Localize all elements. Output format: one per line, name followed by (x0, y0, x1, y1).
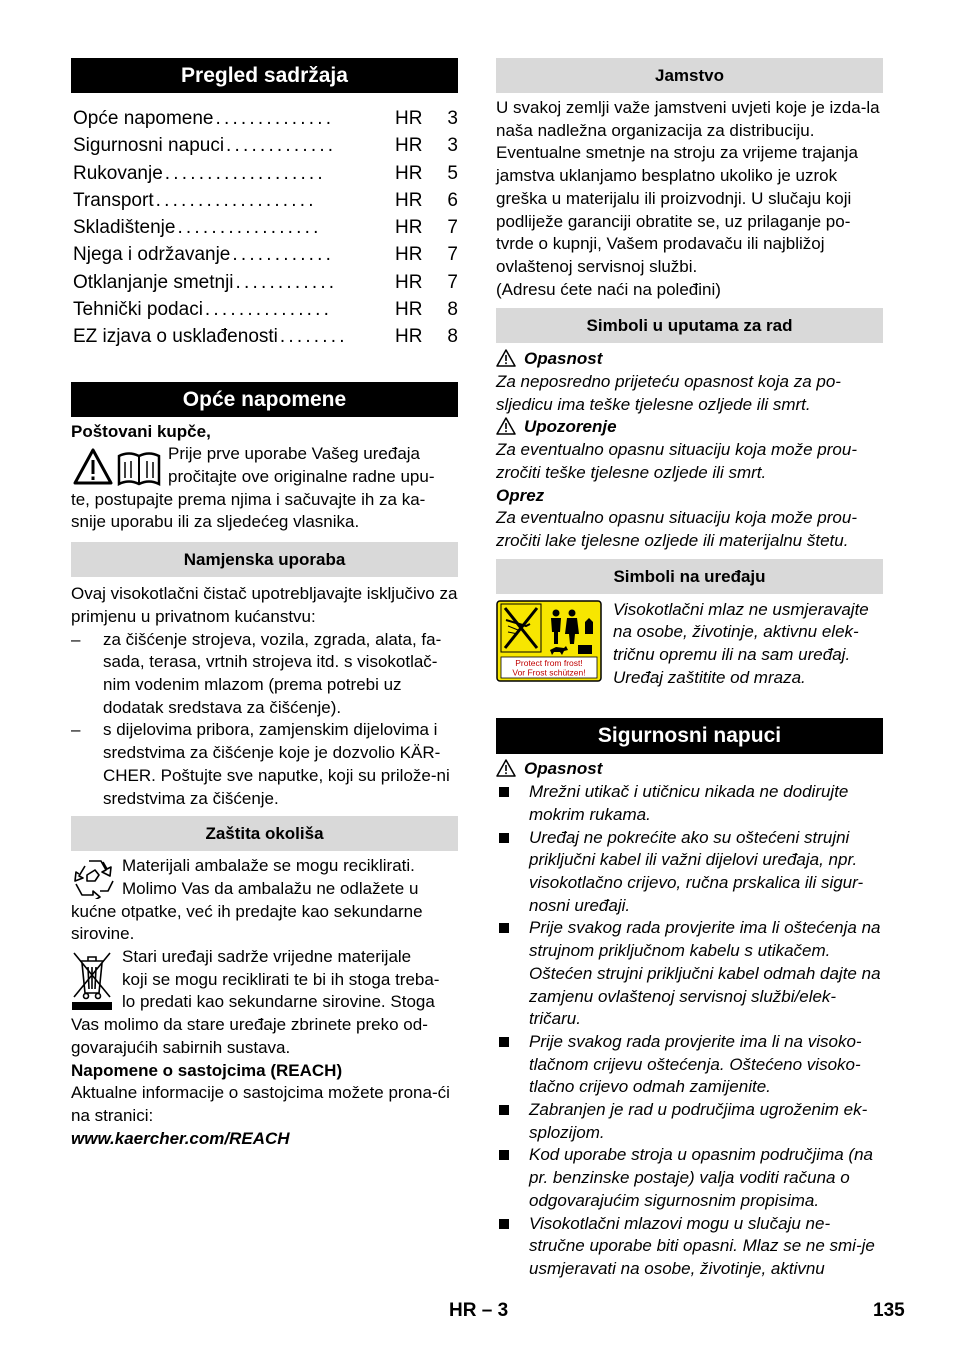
safety-danger-row (496, 758, 883, 781)
toc-entry-lang: HR (395, 271, 423, 293)
safety-list-item (496, 781, 883, 826)
toc-entry-dots: ............... (204, 299, 333, 321)
toc-entry-title: Rukovanje (73, 162, 163, 184)
toc-entry-title: EZ izjava o usklađenosti (73, 326, 278, 348)
toc-entry-dots: ............ (235, 271, 338, 293)
environment-heading: Zaštita okoliša (71, 816, 458, 851)
warranty-text: U svakoj zemlji važe jamstveni uvjeti koje je izda-la naša nadležna organizacija za distribuciju. Eventualne smetnje na stroju za vrijeme trajanja jamstva uklanjamo besplatno ukoliko je uzrok greška u materijalu ili proizvodnji. U slučaju koji podliježe garanciji obratite se, uz prilaganje po-tvrde o kupnji, Vašem prodavaču ili najbližoj ovlaštenoj servisnoj službi. (496, 98, 880, 276)
safety-item-text: Prije svakog rada provjerite ima li na visoko-tlačnom crijevu oštećenja. Oštećeno visoko-tlačno crijevo odmah zamijenite. (529, 1031, 862, 1097)
toc-entry-page: 7 (447, 244, 458, 266)
reach-link[interactable]: www.kaercher.com/REACH (71, 1128, 290, 1148)
safety-list-item (496, 917, 883, 1031)
safety-list-item (496, 1031, 883, 1099)
intro-line-1: Prije prve uporabe Vašeg uređaja (168, 444, 421, 464)
toc-entry-dots: .............. (215, 108, 335, 129)
recycling-icon (73, 857, 117, 899)
toc-entry-dots: ................... (164, 162, 326, 184)
device-warning-label-icon (496, 600, 602, 682)
square-bullet-icon (499, 787, 509, 797)
page-number: 135 (873, 1300, 905, 1321)
use-list-item: – za čišćenje strojeva, vozila, zgrada, alata, fa-sada, terasa, vrtnih strojeva itd. s visokotlač-nim vodenim mlazom (prema potrebi uz dodatak sredstava za čišćenje). (71, 629, 458, 720)
general-heading: Opće napomene (71, 382, 458, 417)
section-page-number: HR – 3 (449, 1300, 509, 1321)
safety-list-item (496, 827, 883, 918)
warranty-address: (Adresu ćete naći na poleđini) (496, 279, 721, 299)
safety-item-text: Prije svakog rada provjerite ima li oštećenja na strujnom priključnom kabelu s utikačem. Oštećen strujni priključni kabel odmah dajte na zamjenu ovlaštenoj servisnoj službi/elek-tričaru. (529, 918, 881, 1029)
disposal-line-3: lo predati kao sekundarne sirovine. Stoga (122, 992, 435, 1012)
device-symbol-text: Visokotlačni mlaz ne usmjeravajte na osobe, životinje, aktivnu elek-tričnu opremu ili na sam uređaj. Uređaj zaštitite od mraza. (613, 599, 869, 687)
toc-entry-dots: ................... (155, 189, 317, 211)
safety-list (496, 781, 883, 1280)
toc-entry-dots: ........ (279, 326, 348, 348)
toc-entry-title: Skladištenje (73, 217, 176, 239)
toc-entry-lang: HR (395, 326, 423, 348)
toc-entry-lang: HR (395, 108, 423, 129)
use-heading: Namjenska uporaba (71, 542, 458, 577)
frost-label-de: Vor Frost schützen! (512, 667, 586, 678)
disposal-line-2: koji se mogu reciklirati te bi ih stoga treba- (122, 969, 440, 989)
warning-triangle-icon (496, 349, 516, 367)
recycling-block (71, 855, 458, 900)
safety-item-text: Kod uporabe stroja u opasnim područjima (na pr. benzinske postaje) valja voditi računa o odgovarajućim sigurnosnim propisima. (529, 1145, 873, 1210)
toc-entry-lang: HR (395, 244, 423, 266)
toc-entry-title: Njega i održavanje (73, 244, 231, 266)
square-bullet-icon (499, 1105, 509, 1115)
disposal-text: Vas molimo da stare uređaje zbrinete preko od-govarajućih sabirnih sustava. (71, 1015, 428, 1057)
toc-entry-page: 8 (447, 299, 458, 321)
danger-text: Za neposredno prijeteću opasnost koja za po-sljedicu ima teške tjelesne ozljede ili smrt. (496, 372, 841, 414)
safety-item-text: Mrežni utikač i utičnicu nikada ne dodirujte mokrim rukama. (529, 782, 849, 824)
toc-entry-lang: HR (395, 162, 423, 184)
square-bullet-icon (499, 833, 509, 843)
danger-label-row (496, 348, 883, 371)
square-bullet-icon (499, 1037, 509, 1047)
toc-entry-title: Tehnički podaci (73, 299, 203, 321)
reach-text: Aktualne informacije o sastojcima možete prona-ći na stranici: (71, 1083, 450, 1125)
caution-text: Za eventualno opasnu situaciju koja može prou-zročiti lake tjelesne ozljede ili materijalnu štetu. (496, 508, 857, 550)
toc-entry[interactable] (71, 132, 458, 159)
toc-entry[interactable] (71, 241, 458, 268)
device-symbols-heading: Simboli na uređaju (496, 559, 883, 594)
toc-entry-page: 7 (447, 271, 458, 293)
warning-label: Upozorenje (524, 417, 617, 437)
toc-entry-dots: ............ (232, 244, 335, 266)
toc-entry[interactable] (71, 269, 458, 296)
use-list-item: – s dijelovima pribora, zamjenskim dijelovima i sredstvima za čišćenje koje je dozvolio KÄR-CHER. Poštujte sve naputke, koji su prilože-ni sredstvima za čišćenje. (71, 719, 458, 810)
safety-list-item (496, 1099, 883, 1144)
use-list (71, 629, 458, 811)
toc-entry[interactable] (71, 214, 458, 241)
toc-entry-title: Transport (73, 189, 154, 211)
warning-triangle-icon (496, 759, 516, 777)
danger-label: Opasnost (524, 349, 603, 369)
warning-triangle-icon (496, 417, 516, 435)
intro-line-2: pročitajte ove originalne radne upu- (168, 467, 435, 487)
toc-entry-title: Opće napomene (73, 108, 214, 129)
safety-list-item (496, 1213, 883, 1281)
greeting: Poštovani kupče, (71, 421, 211, 441)
toc-entry-title: Otklanjanje smetnji (73, 271, 234, 293)
right-column (496, 58, 883, 1281)
toc-entry-page: 7 (447, 217, 458, 239)
crossed-bin-icon (71, 949, 113, 1011)
warning-label-row (496, 416, 883, 439)
toc-entry-dots: ................. (177, 217, 322, 239)
manual-symbols-heading: Simboli u uputama za rad (496, 308, 883, 343)
intro-text: te, postupajte prema njima i sačuvajte ih za ka-snije uporabu ili za sljedećeg vlasnika. (71, 489, 426, 532)
warranty-heading: Jamstvo (496, 58, 883, 93)
frost-label-en: Protect from frost! (515, 657, 583, 668)
toc-entry-dots: ............. (226, 135, 337, 157)
toc-entry-page: 3 (447, 135, 458, 157)
safety-item-text: Zabranjen je rad u područjima ugroženim ek-splozijom. (529, 1100, 868, 1142)
recycling-line-2: Molimo Vas da ambalažu ne odlažete u (122, 878, 419, 898)
toc-entry[interactable] (71, 105, 458, 132)
toc-entry-page: 3 (447, 108, 458, 129)
toc-entry-lang: HR (395, 135, 423, 157)
safety-heading: Sigurnosni napuci (496, 718, 883, 754)
caution-label: Oprez (496, 485, 545, 505)
toc-entry-title: Sigurnosni napuci (73, 135, 225, 157)
safety-item-text: Visokotlačni mlazovi mogu u slučaju ne-stručne uporabe biti opasni. Mlaz se ne smi-je usmjeravati na osobe, životinje, aktivnu (529, 1213, 875, 1278)
recycling-line-1: Materijali ambalaže se mogu reciklirati. (122, 856, 415, 876)
warning-read-manual-icon (73, 448, 163, 486)
safety-danger-label: Opasnost (524, 759, 603, 779)
toc-heading: Pregled sadržaja (71, 58, 458, 93)
safety-list-item (496, 1144, 883, 1212)
left-column (71, 58, 458, 1150)
toc-entry-page: 5 (447, 162, 458, 184)
warning-text: Za eventualno opasnu situaciju koja može prou-zročiti teške tjelesne ozljede ili smrt. (496, 440, 857, 482)
toc-entry-lang: HR (395, 189, 423, 211)
disposal-line-1: Stari uređaji sadrže vrijedne materijale (122, 947, 412, 967)
toc-entry[interactable] (71, 296, 458, 323)
square-bullet-icon (499, 1150, 509, 1160)
toc-entry[interactable] (71, 323, 458, 350)
toc-entry[interactable] (71, 187, 458, 214)
toc-entry-page: 6 (447, 189, 458, 211)
table-of-contents (71, 105, 458, 351)
toc-entry-lang: HR (395, 217, 423, 239)
toc-entry[interactable] (71, 160, 458, 187)
square-bullet-icon (499, 1219, 509, 1229)
intro-block (71, 443, 458, 488)
toc-entry-lang: HR (395, 299, 423, 321)
device-symbol-block (496, 599, 883, 690)
square-bullet-icon (499, 923, 509, 933)
disposal-block (71, 946, 458, 1014)
recycling-text: kućne otpatke, već ih predajte kao sekundarne sirovine. (71, 901, 423, 944)
safety-item-text: Uređaj ne pokrećite ako su oštećeni strujni priključni kabel ili važni dijelovi uređaja, npr. visokotlačno crijevo, ručna prskalica ili sigur-nosni uređaji. (529, 827, 864, 915)
toc-entry-page: 8 (447, 326, 458, 348)
use-text: Ovaj visokotlačni čistač upotrebljavajte isključivo za primjenu u privatnom kućanstvu: (71, 584, 458, 626)
reach-heading: Napomene o sastojcima (REACH) (71, 1060, 343, 1080)
